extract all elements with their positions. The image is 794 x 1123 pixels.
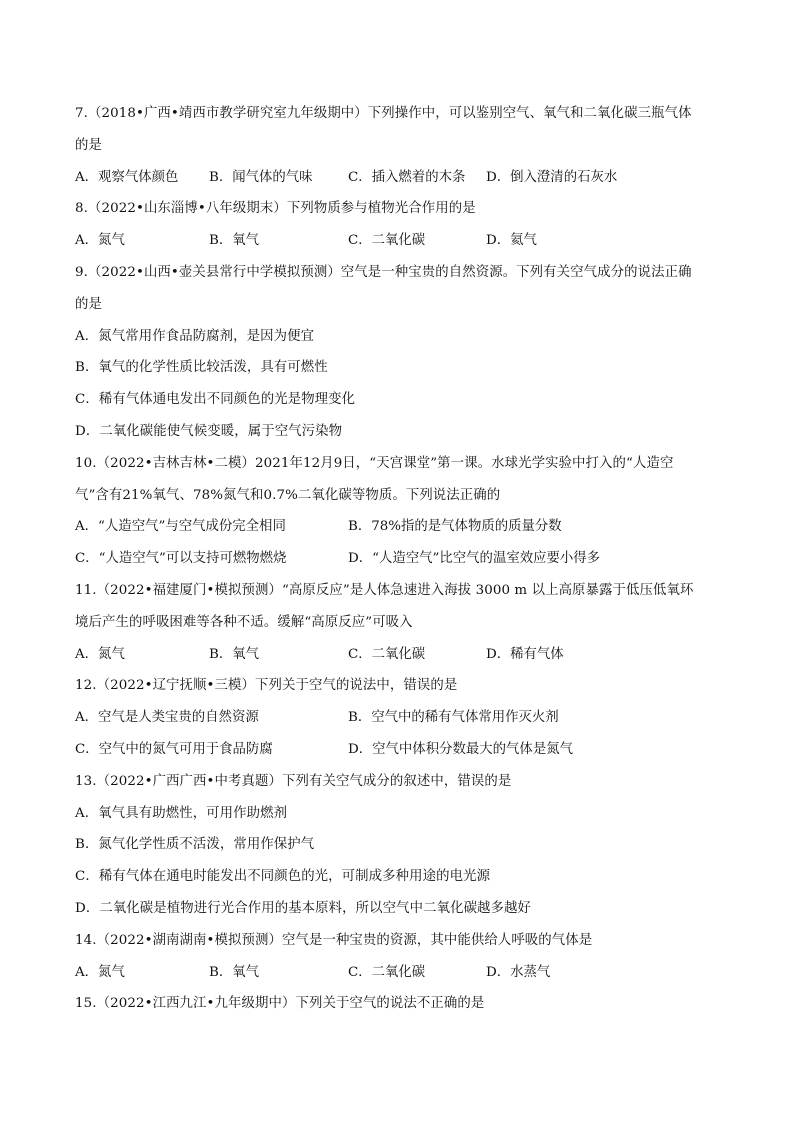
question-stem: 9.（2022•山西•壶关县常行中学模拟预测）空气是一种宝贵的自然资源。下列有关空气成分的说法正确 — [75, 264, 692, 280]
option-row — [75, 702, 725, 734]
option-row — [75, 162, 725, 194]
option-b: B．氧气 — [209, 233, 260, 249]
option-c: C．空气中的氮气可用于食品防腐 — [75, 741, 273, 757]
option-d: D．空气中体积分数最大的气体是氮气 — [348, 741, 573, 757]
question-7 — [75, 98, 725, 193]
question-stem: 10.（2022•吉林吉林•二模）2021年12月9日，“天宫课堂”第一课。水球光学实验中打入的“人造空 — [75, 455, 674, 471]
option-row — [75, 511, 725, 543]
question-13 — [75, 766, 725, 925]
option-row — [75, 734, 725, 766]
option-a: A．氧气具有助燃性，可用作助燃剂 — [75, 805, 288, 821]
option-c: C．稀有气体在通电时能发出不同颜色的光，可制成多种用途的电光源 — [75, 869, 491, 885]
option-row — [75, 225, 725, 257]
option-c: C．“人造空气”可以支持可燃物燃烧 — [75, 551, 287, 567]
question-11 — [75, 575, 725, 670]
option-d: D．倒入澄清的石灰水 — [486, 169, 618, 185]
question-stem: 15.（2022•江西九江•九年级期中）下列关于空气的说法不正确的是 — [75, 996, 485, 1012]
option-b: B．氧气 — [209, 646, 260, 662]
option-b: B．78%指的是气体物质的质量分数 — [348, 519, 562, 535]
option-b: B．氧气 — [209, 964, 260, 980]
question-15 — [75, 988, 725, 1020]
option-a: A．氮气 — [75, 233, 125, 249]
option-a: A．氮气常用作食品防腐剂，是因为便宜 — [75, 328, 315, 344]
question-stem: 13.（2022•广西广西•中考真题）下列有关空气成分的叙述中，错误的是 — [75, 773, 512, 789]
option-row — [75, 543, 725, 575]
option-a: A．氮气 — [75, 646, 125, 662]
option-c: C．二氧化碳 — [348, 964, 426, 980]
option-c: C．稀有气体通电发出不同颜色的光是物理变化 — [75, 392, 356, 408]
option-a: A．观察气体颜色 — [75, 169, 179, 185]
option-b: B．空气中的稀有气体常用作灭火剂 — [348, 710, 559, 726]
option-c: C．二氧化碳 — [348, 646, 426, 662]
option-b: B．闻气体的气味 — [209, 169, 313, 185]
option-a: A．“人造空气”与空气成份完全相同 — [75, 519, 286, 535]
option-d: D．二氧化碳能使气候变暖，属于空气污染物 — [75, 423, 343, 439]
option-c: C．插入燃着的木条 — [348, 169, 466, 185]
question-stem: 7.（2018•广西•靖西市教学研究室九年级期中）下列操作中，可以鉴别空气、氧气和二氧化碳三瓶气体 — [75, 106, 692, 121]
question-stem: 的是 — [75, 296, 102, 312]
question-list — [75, 98, 725, 1020]
question-8 — [75, 193, 725, 257]
question-stem: 8.（2022•山东淄博•八年级期末）下列物质参与植物光合作用的是 — [75, 201, 476, 217]
question-stem: 气”含有21%氧气、78%氮气和0.7%二氧化碳等物质。下列说法正确的 — [75, 487, 501, 503]
option-d: D．稀有气体 — [486, 646, 564, 662]
option-b: B．氮气化学性质不活泼，常用作保护气 — [75, 837, 315, 853]
option-row — [75, 957, 725, 989]
question-stem: 12.（2022•辽宁抚顺•三模）下列关于空气的说法中，错误的是 — [75, 678, 458, 694]
option-d: D．二氧化碳是植物进行光合作用的基本原料，所以空气中二氧化碳越多越好 — [75, 900, 532, 916]
option-d: D．水蒸气 — [486, 964, 551, 980]
question-10 — [75, 448, 725, 575]
question-stem: 11.（2022•福建厦门•模拟预测）“高原反应”是人体急速进入海拔 3000 m 以上高原暴露于低压低氧环 — [75, 582, 694, 598]
question-stem: 的是 — [75, 137, 102, 153]
option-c: C．二氧化碳 — [348, 233, 426, 249]
question-9 — [75, 257, 725, 448]
option-d: D．氦气 — [486, 233, 537, 249]
question-stem: 境后产生的呼吸困难等各种不适。缓解“高原反应”可吸入 — [75, 614, 413, 630]
option-b: B．氧气的化学性质比较活泼，具有可燃性 — [75, 360, 328, 376]
option-a: A．空气是人类宝贵的自然资源 — [75, 710, 259, 726]
option-a: A．氮气 — [75, 964, 125, 980]
option-d: D．“人造空气”比空气的温室效应要小得多 — [348, 551, 601, 567]
question-12 — [75, 670, 725, 765]
question-stem: 14.（2022•湖南湖南•模拟预测）空气是一种宝贵的资源，其中能供给人呼吸的气体是 — [75, 932, 593, 948]
question-14 — [75, 925, 725, 989]
option-row — [75, 639, 725, 671]
